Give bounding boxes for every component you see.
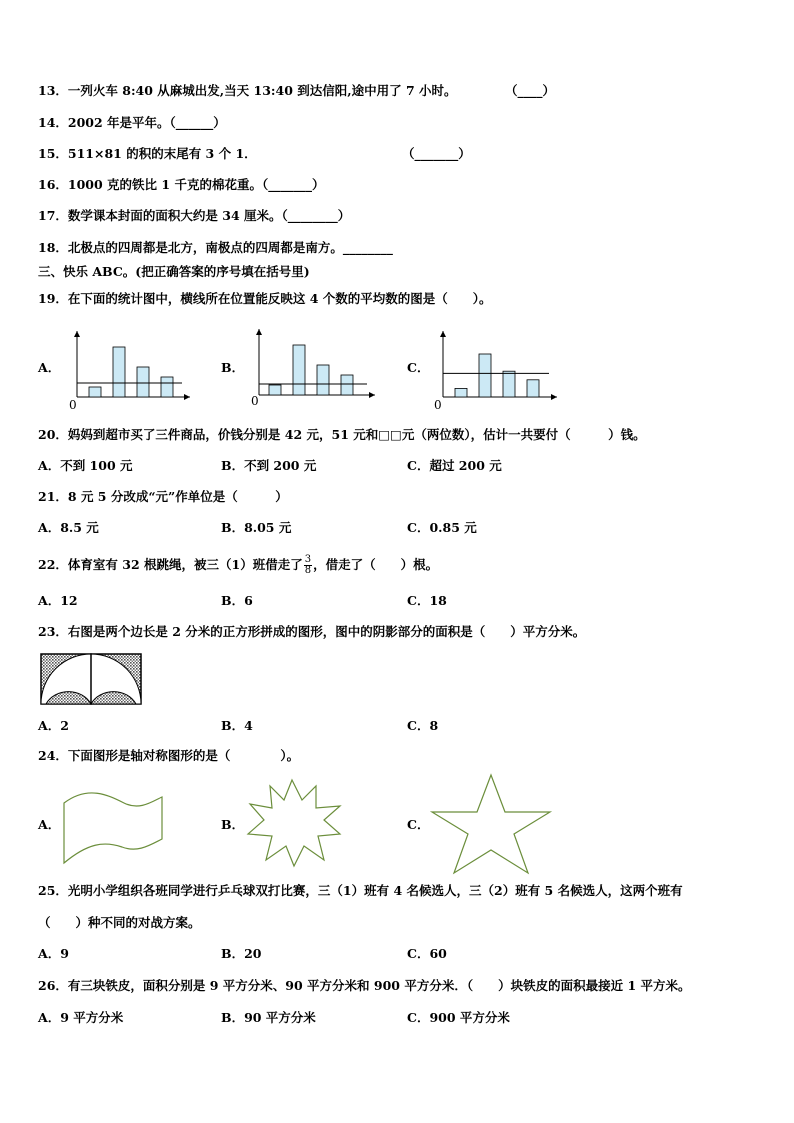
bar-1	[89, 387, 101, 397]
q19-option-a[interactable]: A．	[38, 360, 61, 375]
q23-option-a[interactable]: A．2	[38, 718, 69, 733]
bar-3	[317, 365, 329, 395]
q24-option-b[interactable]: B．	[221, 817, 245, 832]
question-25-line-2: （ ）种不同的对战方案。	[38, 915, 201, 930]
q25-option-c[interactable]: C．60	[407, 946, 447, 961]
chart-a-zero: 0	[69, 398, 77, 412]
five-point-star-shape	[428, 772, 554, 876]
bar-4	[341, 375, 353, 395]
bar-2	[479, 354, 491, 397]
question-13: 13．一列火车 8:40 从麻城出发,当天 13:40 到达信阳,途中用了 7 小时。	[38, 83, 457, 98]
question-14: 14．2002 年是平年。（______）	[38, 115, 226, 130]
question-15-blank[interactable]: （_______）	[402, 146, 471, 161]
q25-option-b[interactable]: B．20	[221, 946, 262, 961]
q21-option-a[interactable]: A．8.5 元	[38, 520, 99, 535]
y-axis-arrow	[74, 331, 80, 337]
question-26: 26．有三块铁皮，面积分别是 9 平方分米、90 平方分米和 900 平方分米．（ ）块铁皮的面积最接近 1 平方米。	[38, 978, 691, 993]
q25-option-a[interactable]: A．9	[38, 946, 69, 961]
question-19: 19．在下面的统计图中，横线所在位置能反映这 4 个数的平均数的图是（ ）。	[38, 291, 492, 306]
question-25-line-1: 25．光明小学组织各班同学进行乒乓球双打比赛，三（1）班有 4 名候选人，三（2）班有 5 名候选人，这两个班有	[38, 883, 683, 898]
q19-option-b[interactable]: B．	[221, 360, 245, 375]
question-22	[38, 555, 438, 576]
q22-option-c[interactable]: C．18	[407, 593, 447, 608]
q21-option-b[interactable]: B．8.05 元	[221, 520, 292, 535]
question-13-blank[interactable]: （____）	[505, 83, 556, 98]
q20-option-b[interactable]: B．不到 200 元	[221, 458, 317, 473]
chart-b-zero: 0	[251, 394, 259, 408]
q21-option-c[interactable]: C．0.85 元	[407, 520, 477, 535]
q22-option-b[interactable]: B．6	[221, 593, 253, 608]
question-17: 17．数学课本封面的面积大约是 34 厘米。（________）	[38, 208, 351, 223]
wavy-flag-shape	[58, 785, 166, 865]
q22-text-post: ，借走了（ ）根。	[313, 557, 439, 572]
fraction-denominator: 8	[304, 565, 312, 576]
question-18: 18．北极点的四周都是北方，南极点的四周都是南方。________	[38, 240, 393, 255]
bar-4	[161, 377, 173, 397]
y-axis-arrow	[256, 329, 262, 335]
q26-option-c[interactable]: C．900 平方分米	[407, 1010, 510, 1025]
q20-option-c[interactable]: C．超过 200 元	[407, 458, 502, 473]
q23-figure	[40, 653, 146, 705]
chart-c	[425, 325, 570, 415]
bar-3	[137, 367, 149, 397]
bar-3	[503, 371, 515, 397]
question-21: 21．8 元 5 分改成“元”作单位是（ ）	[38, 489, 288, 504]
chart-a	[55, 325, 200, 415]
x-axis-arrow	[184, 394, 190, 400]
bar-2	[113, 347, 125, 397]
fraction	[304, 555, 312, 576]
x-axis-arrow	[551, 394, 557, 400]
question-20: 20．妈妈到超市买了三件商品，价钱分别是 42 元，51 元和□□元（两位数），估计一共要付（ ）钱。	[38, 427, 646, 442]
bar-2	[293, 345, 305, 395]
x-axis-arrow	[369, 392, 375, 398]
q22-text-pre: 22．体育室有 32 根跳绳，被三（1）班借走了	[38, 557, 303, 572]
chart-c-zero: 0	[434, 398, 442, 412]
question-24: 24．下面图形是轴对称图形的是（ ）。	[38, 748, 300, 763]
chart-b	[243, 325, 388, 415]
q23-option-b[interactable]: B．4	[221, 718, 253, 733]
bar-4	[527, 380, 539, 397]
q26-option-a[interactable]: A．9 平方分米	[38, 1010, 124, 1025]
question-16: 16．1000 克的铁比 1 千克的棉花重。（_______）	[38, 177, 325, 192]
q22-option-a[interactable]: A．12	[38, 593, 78, 608]
question-23: 23．右图是两个边长是 2 分米的正方形拼成的图形，图中的阴影部分的面积是（ ）平方分米。	[38, 624, 586, 639]
fraction-numerator: 3	[304, 554, 312, 565]
q20-option-a[interactable]: A．不到 100 元	[38, 458, 133, 473]
question-15: 15．511×81 的积的末尾有 3 个 1．	[38, 146, 257, 161]
section-heading: 三、快乐 ABC。(把正确答案的序号填在括号里)	[38, 264, 310, 279]
q19-option-c[interactable]: C．	[407, 360, 430, 375]
q24-option-c[interactable]: C．	[407, 817, 430, 832]
burst-star-shape	[244, 776, 344, 870]
bar-1	[455, 388, 467, 397]
q26-option-b[interactable]: B．90 平方分米	[221, 1010, 316, 1025]
q23-option-c[interactable]: C．8	[407, 718, 439, 733]
bar-1	[269, 385, 281, 395]
q24-option-a[interactable]: A．	[38, 817, 61, 832]
y-axis-arrow	[440, 331, 446, 337]
